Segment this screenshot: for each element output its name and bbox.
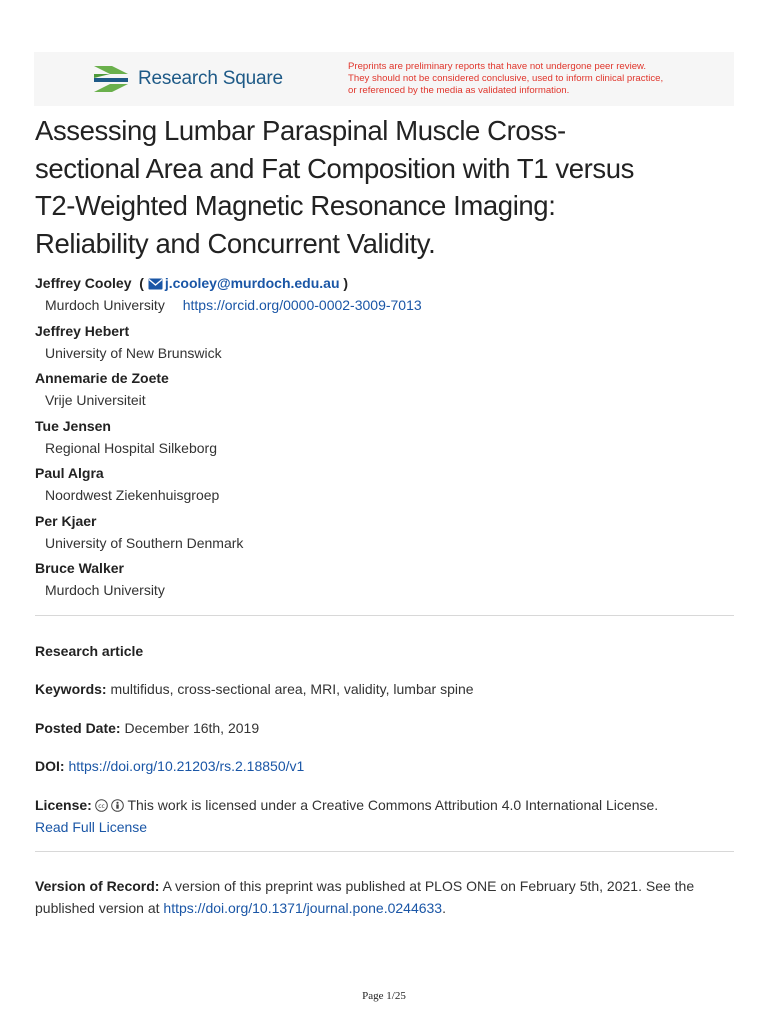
- author-affiliation: Regional Hospital Silkeborg: [45, 439, 217, 456]
- article-type: [35, 640, 735, 662]
- author-entry: [35, 320, 735, 368]
- author-affiliation: Vrije Universiteit: [45, 392, 146, 408]
- author-entry: [35, 557, 735, 605]
- title-line: sectional Area and Fat Composition with T1 versus: [35, 152, 634, 184]
- author-name: [35, 272, 735, 294]
- brand-name: Research Square: [138, 68, 283, 89]
- envelope-icon: [148, 278, 163, 290]
- license-line: [35, 794, 735, 838]
- section-divider: [35, 615, 734, 616]
- author-affiliation: Noordwest Ziekenhuisgroep: [45, 487, 220, 503]
- author-name: Annemarie de Zoete: [35, 370, 169, 386]
- author-affiliation: University of Southern Denmark: [45, 534, 244, 551]
- author-name: Paul Algra: [35, 465, 104, 481]
- svg-text:cc: cc: [98, 802, 105, 810]
- keywords-line: [35, 678, 735, 700]
- posted-date-line: [35, 717, 735, 739]
- research-square-logo-icon: [92, 64, 130, 94]
- version-of-record-text: published version at: [35, 900, 160, 916]
- author-entry: [35, 415, 735, 463]
- author-name: Tue Jensen: [35, 417, 111, 434]
- license-text: This work is licensed under a Creative Commons Attribution 4.0 International License.: [127, 797, 659, 813]
- affiliation-text: Murdoch University: [45, 297, 165, 313]
- author-entry: [35, 367, 735, 415]
- posted-date-label: Posted Date:: [35, 720, 121, 736]
- disclaimer-line: They should not be considered conclusive, used to inform clinical practice,: [348, 73, 664, 84]
- title-line: Assessing Lumbar Paraspinal Muscle Cross-: [35, 115, 566, 146]
- research-square-logo[interactable]: [92, 64, 283, 94]
- author-name-text: Jeffrey Cooley: [35, 275, 132, 291]
- author-affiliation: Murdoch University: [45, 582, 165, 598]
- period: .: [442, 900, 446, 916]
- paren-open: (: [135, 275, 144, 291]
- version-of-record-text: A version of this preprint was published at PLOS ONE on February 5th, 2021. See the: [162, 878, 695, 894]
- cc-icon: [95, 799, 108, 812]
- author-email-link[interactable]: [148, 275, 340, 291]
- doi-link[interactable]: https://doi.org/10.21203/rs.2.18850/v1: [68, 758, 305, 774]
- preprint-disclaimer: [348, 61, 738, 97]
- disclaimer-line: or referenced by the media as validated information.: [348, 85, 570, 96]
- author-affiliation: University of New Brunswick: [45, 344, 222, 361]
- orcid-link[interactable]: https://orcid.org/0000-0002-3009-7013: [182, 297, 422, 313]
- author-affiliation: [45, 294, 735, 316]
- posted-date-value: December 16th, 2019: [124, 720, 260, 736]
- author-entry: [35, 272, 735, 320]
- paper-title: [35, 112, 735, 262]
- read-full-license-link[interactable]: Read Full License: [35, 819, 148, 835]
- published-version-link[interactable]: https://doi.org/10.1371/journal.pone.0244633: [163, 900, 443, 916]
- author-entry: [35, 510, 735, 558]
- page-number: Page 1/25: [362, 990, 406, 1002]
- author-entry: [35, 462, 735, 510]
- title-line: Reliability and Concurrent Validity.: [35, 227, 436, 259]
- by-icon: [111, 799, 124, 812]
- version-of-record-label: Version of Record:: [35, 878, 160, 894]
- doi-label: DOI:: [35, 758, 65, 774]
- author-name: Bruce Walker: [35, 560, 124, 576]
- author-name: Jeffrey Hebert: [35, 322, 130, 339]
- author-list: [35, 272, 735, 605]
- author-email-text: j.cooley@murdoch.edu.au: [164, 275, 340, 291]
- section-divider: [35, 851, 734, 852]
- paren-close: ): [343, 275, 349, 291]
- doi-line: [35, 755, 735, 777]
- license-label: License:: [35, 797, 92, 813]
- author-name: Per Kjaer: [35, 512, 97, 529]
- keywords-value: multifidus, cross-sectional area, MRI, validity, lumbar spine: [110, 681, 474, 697]
- title-line: T2-Weighted Magnetic Resonance Imaging:: [35, 190, 556, 221]
- keywords-label: Keywords:: [35, 681, 107, 697]
- version-of-record: [35, 875, 735, 919]
- article-type-text: Research article: [35, 643, 144, 659]
- disclaimer-line: Preprints are preliminary reports that have not undergone peer review.: [348, 61, 647, 72]
